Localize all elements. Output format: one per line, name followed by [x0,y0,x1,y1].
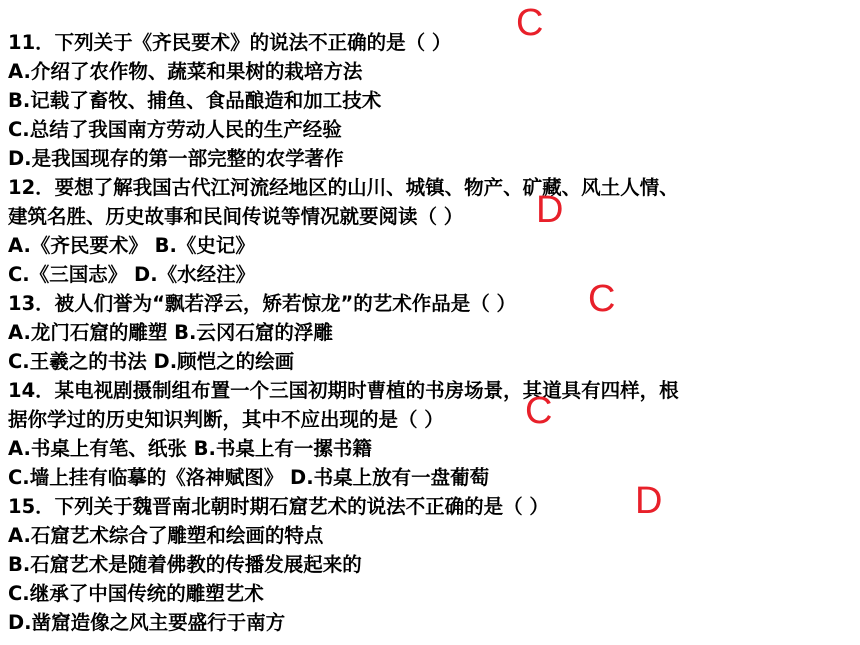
q14-options-ab: A.书桌上有笔、纸张 B.书桌上有一摞书籍 [8,437,372,460]
q11-answer-mark: C [516,2,544,44]
q15-option-c: C.继承了中国传统的雕塑艺术 [8,582,264,605]
q15-option-b: B.石窟艺术是随着佛教的传播发展起来的 [8,553,362,576]
q15-stem: 15．下列关于魏晋南北朝时期石窟艺术的说法不正确的是（ ） [8,495,549,518]
q14-stem-line2: 据你学过的历史知识判断，其中不应出现的是（ ） [8,408,444,431]
q15-option-a: A.石窟艺术综合了雕塑和绘画的特点 [8,524,324,547]
q13-options-cd: C.王羲之的书法 D.顾恺之的绘画 [8,350,295,373]
q11-option-b: B.记载了畜牧、捕鱼、食品酿造和加工技术 [8,89,382,112]
q12-stem-line2: 建筑名胜、历史故事和民间传说等情况就要阅读（ ） [8,205,464,228]
q12-options-ab: A.《齐民要术》 B.《史记》 [8,234,255,257]
q11-option-d: D.是我国现存的第一部完整的农学著作 [8,147,344,170]
q11-option-a: A.介绍了农作物、蔬菜和果树的栽培方法 [8,60,363,83]
q14-options-cd: C.墙上挂有临摹的《洛神赋图》 D.书桌上放有一盘葡萄 [8,466,490,489]
q12-stem-line1: 12．要想了解我国古代江河流经地区的山川、城镇、物产、矿藏、风土人情、 [8,176,679,199]
q11-option-c: C.总结了我国南方劳动人民的生产经验 [8,118,342,141]
q11-stem: 11．下列关于《齐民要术》的说法不正确的是（ ） [8,31,452,54]
q14-answer-mark: C [525,390,553,432]
q14-stem-line1: 14．某电视剧摄制组布置一个三国初期时曹植的书房场景，其道具有四样，根 [8,379,679,402]
q13-stem: 13．被人们誉为“飘若浮云，矫若惊龙”的艺术作品是（ ） [8,292,517,315]
q15-option-d: D.凿窟造像之风主要盛行于南方 [8,611,286,634]
q12-options-cd: C.《三国志》 D.《水经注》 [8,263,256,286]
q12-answer-mark: D [536,189,564,231]
q15-answer-mark: D [635,480,663,522]
q13-answer-mark: C [588,278,616,320]
q13-options-ab: A.龙门石窟的雕塑 B.云冈石窟的浮雕 [8,321,333,344]
